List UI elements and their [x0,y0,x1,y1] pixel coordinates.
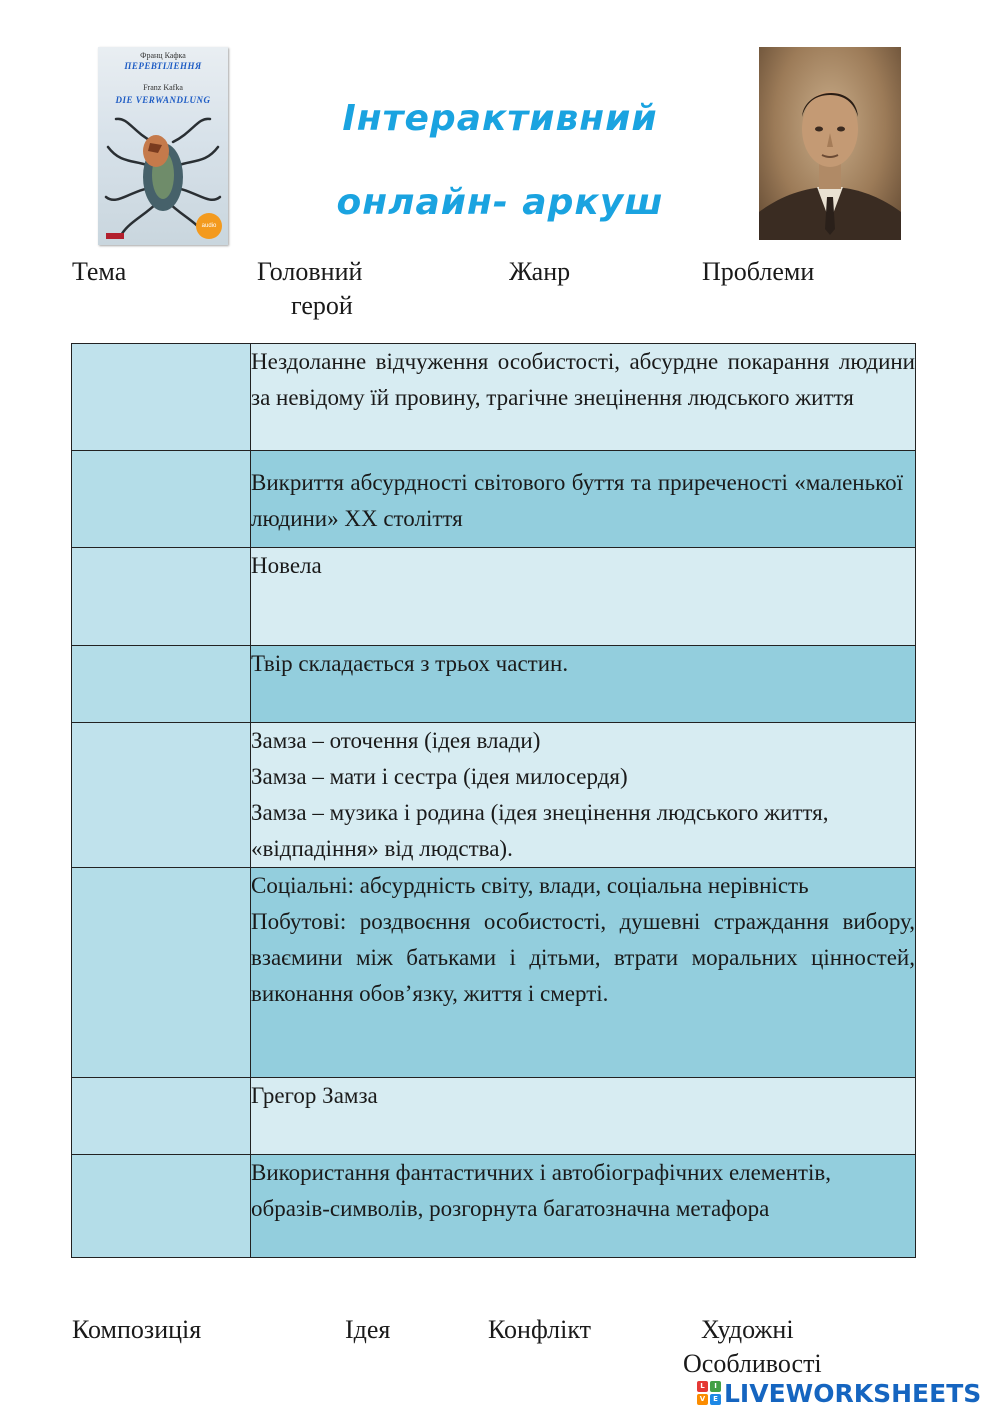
liveworksheets-logo [697,1378,981,1408]
label-holovnyi-line2: герой [291,291,353,320]
cover-title-de: DIE VERWANDLUNG [115,95,211,105]
description-line: Використання фантастичних і автобіографічних елементів, образів-символів, розгорнута багатозначна метафора [251,1160,831,1221]
description-cell-6 [251,868,916,1078]
description-line: Нездоланне відчуження особистості, абсурдне покарання людини за невідому їй провину, трагічне знецінення людського життя [251,349,915,410]
description-cell-3 [251,548,916,646]
table-row [72,723,916,868]
label-zhanr[interactable]: Жанр [509,257,571,286]
description-line: Соціальні: абсурдність світу, влади, соціальна нерівність [251,873,809,898]
table-row [72,868,916,1078]
publisher-mark [106,233,124,239]
description-cell-1 [251,344,916,451]
description-line: Викриття абсурдності світового буття та приреченості «маленької людини» ХХ століття [251,470,903,531]
label-problemy[interactable]: Проблеми [702,257,815,286]
liveworksheets-squares-icon: L I V E [697,1381,721,1405]
description-line: Замза – мати і сестра (ідея милосердя) [251,764,628,789]
description-cell-7 [251,1078,916,1155]
label-kompozytsiia[interactable]: Композиція [72,1315,202,1344]
portrait-figure-icon [759,47,901,240]
label-khudozhni-osoblyvosti[interactable] [683,1313,822,1381]
worksheet-table [71,343,916,1258]
answer-drop-zone-8[interactable] [72,1155,251,1258]
description-cell-5 [251,723,916,868]
table-row [72,451,916,548]
table-row [72,1155,916,1258]
description-cell-2 [251,451,916,548]
table-row [72,646,916,723]
answer-drop-zone-5[interactable] [72,723,251,868]
label-khudozhni-line1: Художні [701,1315,794,1344]
label-khudozhni-line2: Особливості [683,1349,822,1378]
table-row [72,344,916,451]
description-line: Грегор Замза [251,1083,378,1108]
page-title-line1: Інтерактивний [342,98,658,139]
answer-drop-zone-1[interactable] [72,344,251,451]
answer-drop-zone-2[interactable] [72,451,251,548]
answer-drop-zone-6[interactable] [72,868,251,1078]
description-line: Побутові: роздвоєння особистості, душевні страждання вибору, взаємини між батьками і дітьми, втрати моральних цінностей, виконання обов’язку, життя і смерті. [251,909,915,1006]
book-cover-image [98,47,228,245]
description-cell-4 [251,646,916,723]
description-line: Твір складається з трьох частин. [251,651,569,676]
answer-drop-zone-7[interactable] [72,1078,251,1155]
description-line: Новела [251,553,322,578]
liveworksheets-text: LIVEWORKSHEETS [724,1378,982,1408]
label-holovnyi-line1: Головний [257,257,363,286]
page-title-line2: онлайн- аркуш [336,182,664,223]
answer-drop-zone-3[interactable] [72,548,251,646]
label-konflikt[interactable]: Конфлікт [488,1315,592,1344]
description-line: Замза – музика і родина (ідея знецінення людського життя, «відпадіння» від людства). [251,800,829,861]
answer-drop-zone-4[interactable] [72,646,251,723]
cover-author-ua: Франц Кафка [140,51,186,60]
label-holovnyi-heroi[interactable] [257,255,362,323]
description-cell-8 [251,1155,916,1258]
cover-author-de: Franz Kafka [143,83,183,92]
description-line: Замза – оточення (ідея влади) [251,728,541,753]
label-tema[interactable]: Тема [72,257,127,286]
audiobooks-logo-icon: audio [196,213,222,239]
author-portrait-image [759,47,901,240]
cover-title-ua: ПЕРЕВТІЛЕННЯ [124,61,202,71]
table-row [72,1078,916,1155]
table-row [72,548,916,646]
label-ideia[interactable]: Ідея [345,1315,391,1344]
